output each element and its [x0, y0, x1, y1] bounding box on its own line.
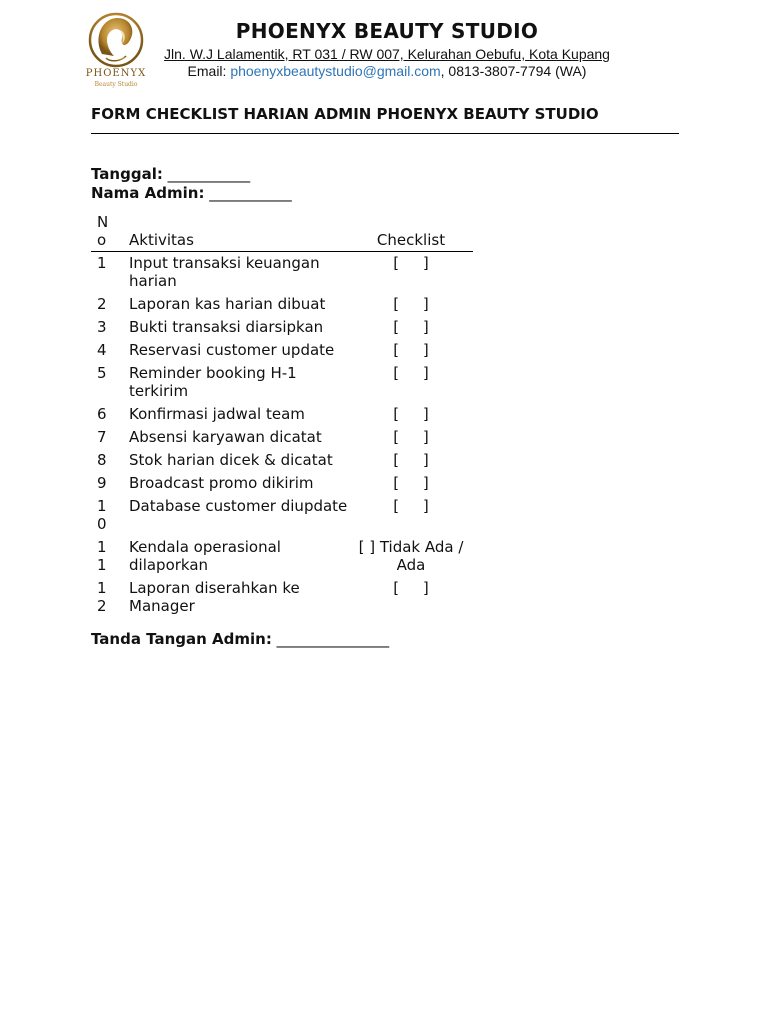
date-blank: ___________: [162, 165, 251, 183]
row-checkbox[interactable]: [ ]: [393, 295, 429, 313]
row-activity: Stok harian dicek & dicatat: [129, 451, 333, 469]
row-activity: Reminder booking H-1 terkirim: [129, 364, 297, 400]
table-row: [91, 316, 473, 339]
table-row: [91, 339, 473, 362]
row-number: 9: [97, 474, 107, 492]
row-checkbox[interactable]: [ ]: [393, 474, 429, 492]
row-number: 5: [97, 364, 107, 382]
row-checkbox[interactable]: [ ]: [393, 405, 429, 423]
row-number: 3: [97, 318, 107, 336]
header-activity: Aktivitas: [129, 231, 194, 249]
row-number: 4: [97, 341, 107, 359]
organization-address: Jln. W.J Lalamentik, RT 031 / RW 007, Kelurahan Oebufu, Kota Kupang: [164, 46, 610, 62]
row-number: 1: [97, 254, 107, 272]
row-activity: Broadcast promo dikirim: [129, 474, 314, 492]
row-activity: Konfirmasi jadwal team: [129, 405, 305, 423]
header-checklist: Checklist: [376, 231, 446, 249]
table-row: [91, 449, 473, 472]
row-number: 10: [97, 497, 107, 533]
table-header-row: [91, 213, 473, 252]
organization-name: PHOENYX BEAUTY STUDIO: [235, 19, 539, 43]
title-divider: [91, 133, 679, 134]
email-link[interactable]: phoenyxbeautystudio@gmail.com: [230, 63, 441, 79]
row-checkbox[interactable]: [ ]: [393, 451, 429, 469]
row-checkbox[interactable]: [ ]: [393, 497, 429, 515]
row-activity: Input transaksi keuangan harian: [129, 254, 320, 290]
admin-name-label: Nama Admin:: [91, 184, 205, 202]
row-checkbox[interactable]: [ ]: [393, 364, 429, 382]
table-row: [91, 495, 473, 536]
row-number: 6: [97, 405, 107, 423]
row-checkbox[interactable]: [ ]: [393, 341, 429, 359]
table-row: [91, 577, 473, 618]
date-field: [91, 165, 250, 183]
row-checkbox[interactable]: [ ]: [393, 579, 429, 597]
row-checkbox[interactable]: [ ] Tidak Ada / Ada: [358, 538, 469, 574]
row-number: 12: [97, 579, 107, 615]
row-checkbox[interactable]: [ ]: [393, 318, 429, 336]
checklist-table: [91, 213, 473, 618]
row-activity: Database customer diupdate: [129, 497, 348, 515]
date-label: Tanggal:: [91, 165, 163, 183]
admin-name-blank: ___________: [204, 184, 292, 202]
table-row: [91, 293, 473, 316]
email-label: Email:: [187, 63, 231, 79]
table-row: [91, 472, 473, 495]
table-row: [91, 426, 473, 449]
table-row: [91, 362, 473, 403]
phoenyx-logo: [80, 10, 152, 94]
table-row: [91, 403, 473, 426]
table-row: [91, 252, 473, 294]
row-activity: Absensi karyawan dicatat: [129, 428, 322, 446]
contact-line: [150, 63, 624, 79]
table-row: [91, 536, 473, 577]
phone-number: , 0813-3807-7794 (WA): [440, 63, 587, 79]
row-number: 11: [97, 538, 107, 574]
row-number: 7: [97, 428, 107, 446]
header-no: No: [97, 213, 109, 249]
signature-blank: _______________: [271, 630, 390, 648]
row-number: 8: [97, 451, 107, 469]
admin-name-field: [91, 184, 292, 202]
row-activity: Laporan kas harian dibuat: [129, 295, 326, 313]
signature-field: [91, 630, 389, 648]
logo-subtext: Beauty Studio: [94, 81, 138, 88]
row-activity: Laporan diserahkan ke Manager: [129, 579, 300, 615]
form-title: FORM CHECKLIST HARIAN ADMIN PHOENYX BEAUTY STUDIO: [91, 105, 599, 123]
row-checkbox[interactable]: [ ]: [393, 254, 429, 272]
signature-label: Tanda Tangan Admin:: [91, 630, 272, 648]
row-activity: Kendala operasional dilaporkan: [129, 538, 281, 574]
row-number: 2: [97, 295, 107, 313]
row-activity: Bukti transaksi diarsipkan: [129, 318, 324, 336]
logo-wordmark: PHOENYX: [85, 68, 147, 79]
row-activity: Reservasi customer update: [129, 341, 335, 359]
row-checkbox[interactable]: [ ]: [393, 428, 429, 446]
